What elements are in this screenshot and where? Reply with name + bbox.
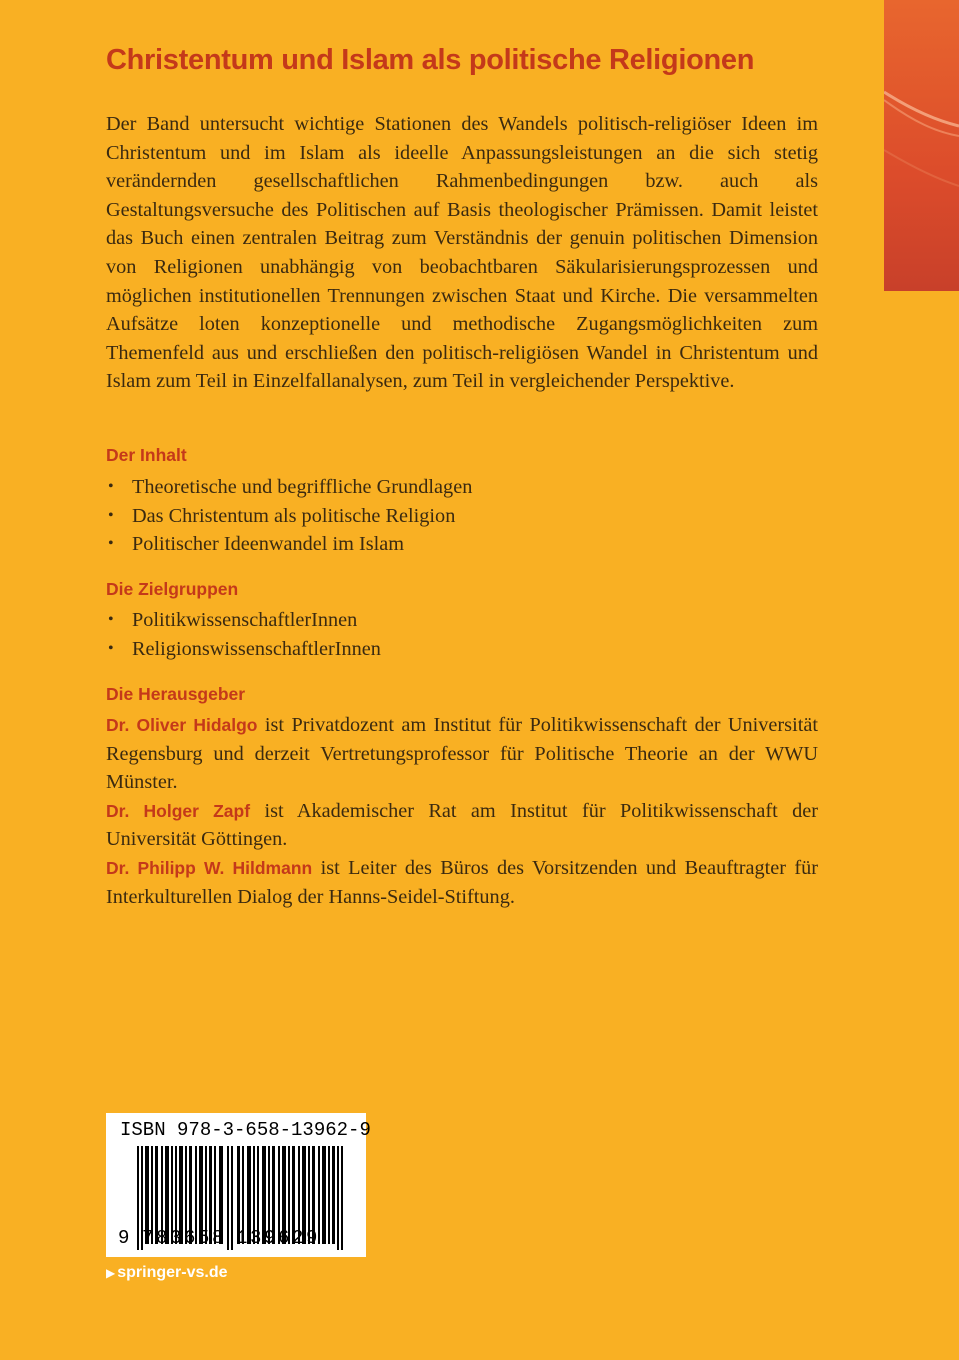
- barcode-digit: 5: [198, 1227, 210, 1249]
- isbn-barcode: [106, 1113, 371, 1257]
- contents-list: [106, 473, 472, 559]
- audience-heading: Die Zielgruppen: [106, 579, 239, 599]
- editor-name: Dr. Oliver Hidalgo: [106, 715, 258, 735]
- isbn-label: ISBN 978-3-658-13962-9: [120, 1119, 371, 1141]
- barcode-digit: 6: [278, 1227, 290, 1249]
- barcode-digit: 9: [306, 1227, 318, 1249]
- barcode-digit: 3: [250, 1227, 262, 1249]
- editor-bio: ist Privatdozent am Institut für Politikwissenschaft der Universität Regensburg und derzeit Vertretungsprofessor für Politische Theorie an der WWU Münster.: [106, 714, 818, 794]
- bullet-icon: •: [108, 506, 114, 524]
- barcode-digit: 7: [142, 1227, 154, 1249]
- audience-list: [106, 606, 381, 663]
- barcode-digit: 6: [184, 1227, 196, 1249]
- barcode-digit: 9: [118, 1227, 130, 1249]
- list-item: • Theoretische und begriffliche Grundlagen: [106, 473, 472, 502]
- website-link[interactable]: springer-vs.de: [117, 1264, 228, 1281]
- list-item: • Politischer Ideenwandel im Islam: [106, 530, 472, 559]
- editor-bio: ist Akademischer Rat am Institut für Politikwissenschaft der Universität Göttingen.: [106, 799, 818, 851]
- book-title: Christentum und Islam als politische Religionen: [106, 44, 755, 76]
- bullet-icon: •: [108, 611, 114, 628]
- editors-heading: Die Herausgeber: [106, 684, 246, 704]
- list-item: • Das Christentum als politische Religion: [106, 502, 472, 531]
- barcode-digit: 3: [170, 1227, 182, 1249]
- editor-bio: ist Leiter des Büros des Vorsitzenden und Beauftragter für Interkulturellen Dialog der Hanns-Seidel-Stiftung.: [106, 856, 818, 908]
- arrow-right-icon: ▶: [106, 1266, 116, 1280]
- editor-name: Dr. Holger Zapf: [106, 800, 251, 821]
- bullet-icon: •: [108, 535, 114, 553]
- editor-entry: [106, 711, 818, 797]
- list-item: • PolitikwissenschaftlerInnen: [106, 606, 381, 635]
- publisher-website: [106, 1264, 228, 1282]
- barcode-digit: 8: [212, 1227, 224, 1249]
- barcode-digit: 2: [292, 1227, 304, 1249]
- editor-entry: [106, 854, 818, 911]
- editor-entry: [106, 797, 818, 854]
- corner-swoosh-art: [884, 0, 959, 291]
- editors-bios: [106, 711, 818, 911]
- barcode-digit: 8: [156, 1227, 168, 1249]
- cover-corner-graphic: [884, 0, 959, 291]
- barcode-digit: 1: [236, 1227, 248, 1249]
- bullet-icon: •: [108, 478, 114, 495]
- list-item: • ReligionswissenschaftlerInnen: [106, 635, 381, 664]
- editor-name: Dr. Philipp W. Hildmann: [106, 857, 313, 878]
- book-description: Der Band untersucht wichtige Stationen des Wandels politisch-religiöser Ideen im Christentum und im Islam als ideelle Anpassungsleistungen an die sich stetig verändernden gesellschaftlichen Rahmenbedingungen bzw. auch als Gestaltungsversuche des Politischen auf Basis theologischer Prämissen. Damit leistet das Buch einen zentralen Beitrag zum Verständnis der genuin politischen Dimension von Religionen unabhängig von beobachtbaren Säkularisierungsprozessen und möglichen institutionellen Trennungen zwischen Staat und Kirche. Die versammelten Aufsätze loten konzeptionelle und methodische Zugangsmöglichkeiten zum Themenfeld aus und erschließen den politisch-religiösen Wandel in Christentum und Islam zum Teil in Einzelfallanalysen, zum Teil in vergleichender Perspektive.: [106, 113, 818, 393]
- barcode-digit: 9: [264, 1227, 276, 1249]
- bullet-icon: •: [108, 639, 114, 657]
- contents-heading: Der Inhalt: [106, 445, 187, 465]
